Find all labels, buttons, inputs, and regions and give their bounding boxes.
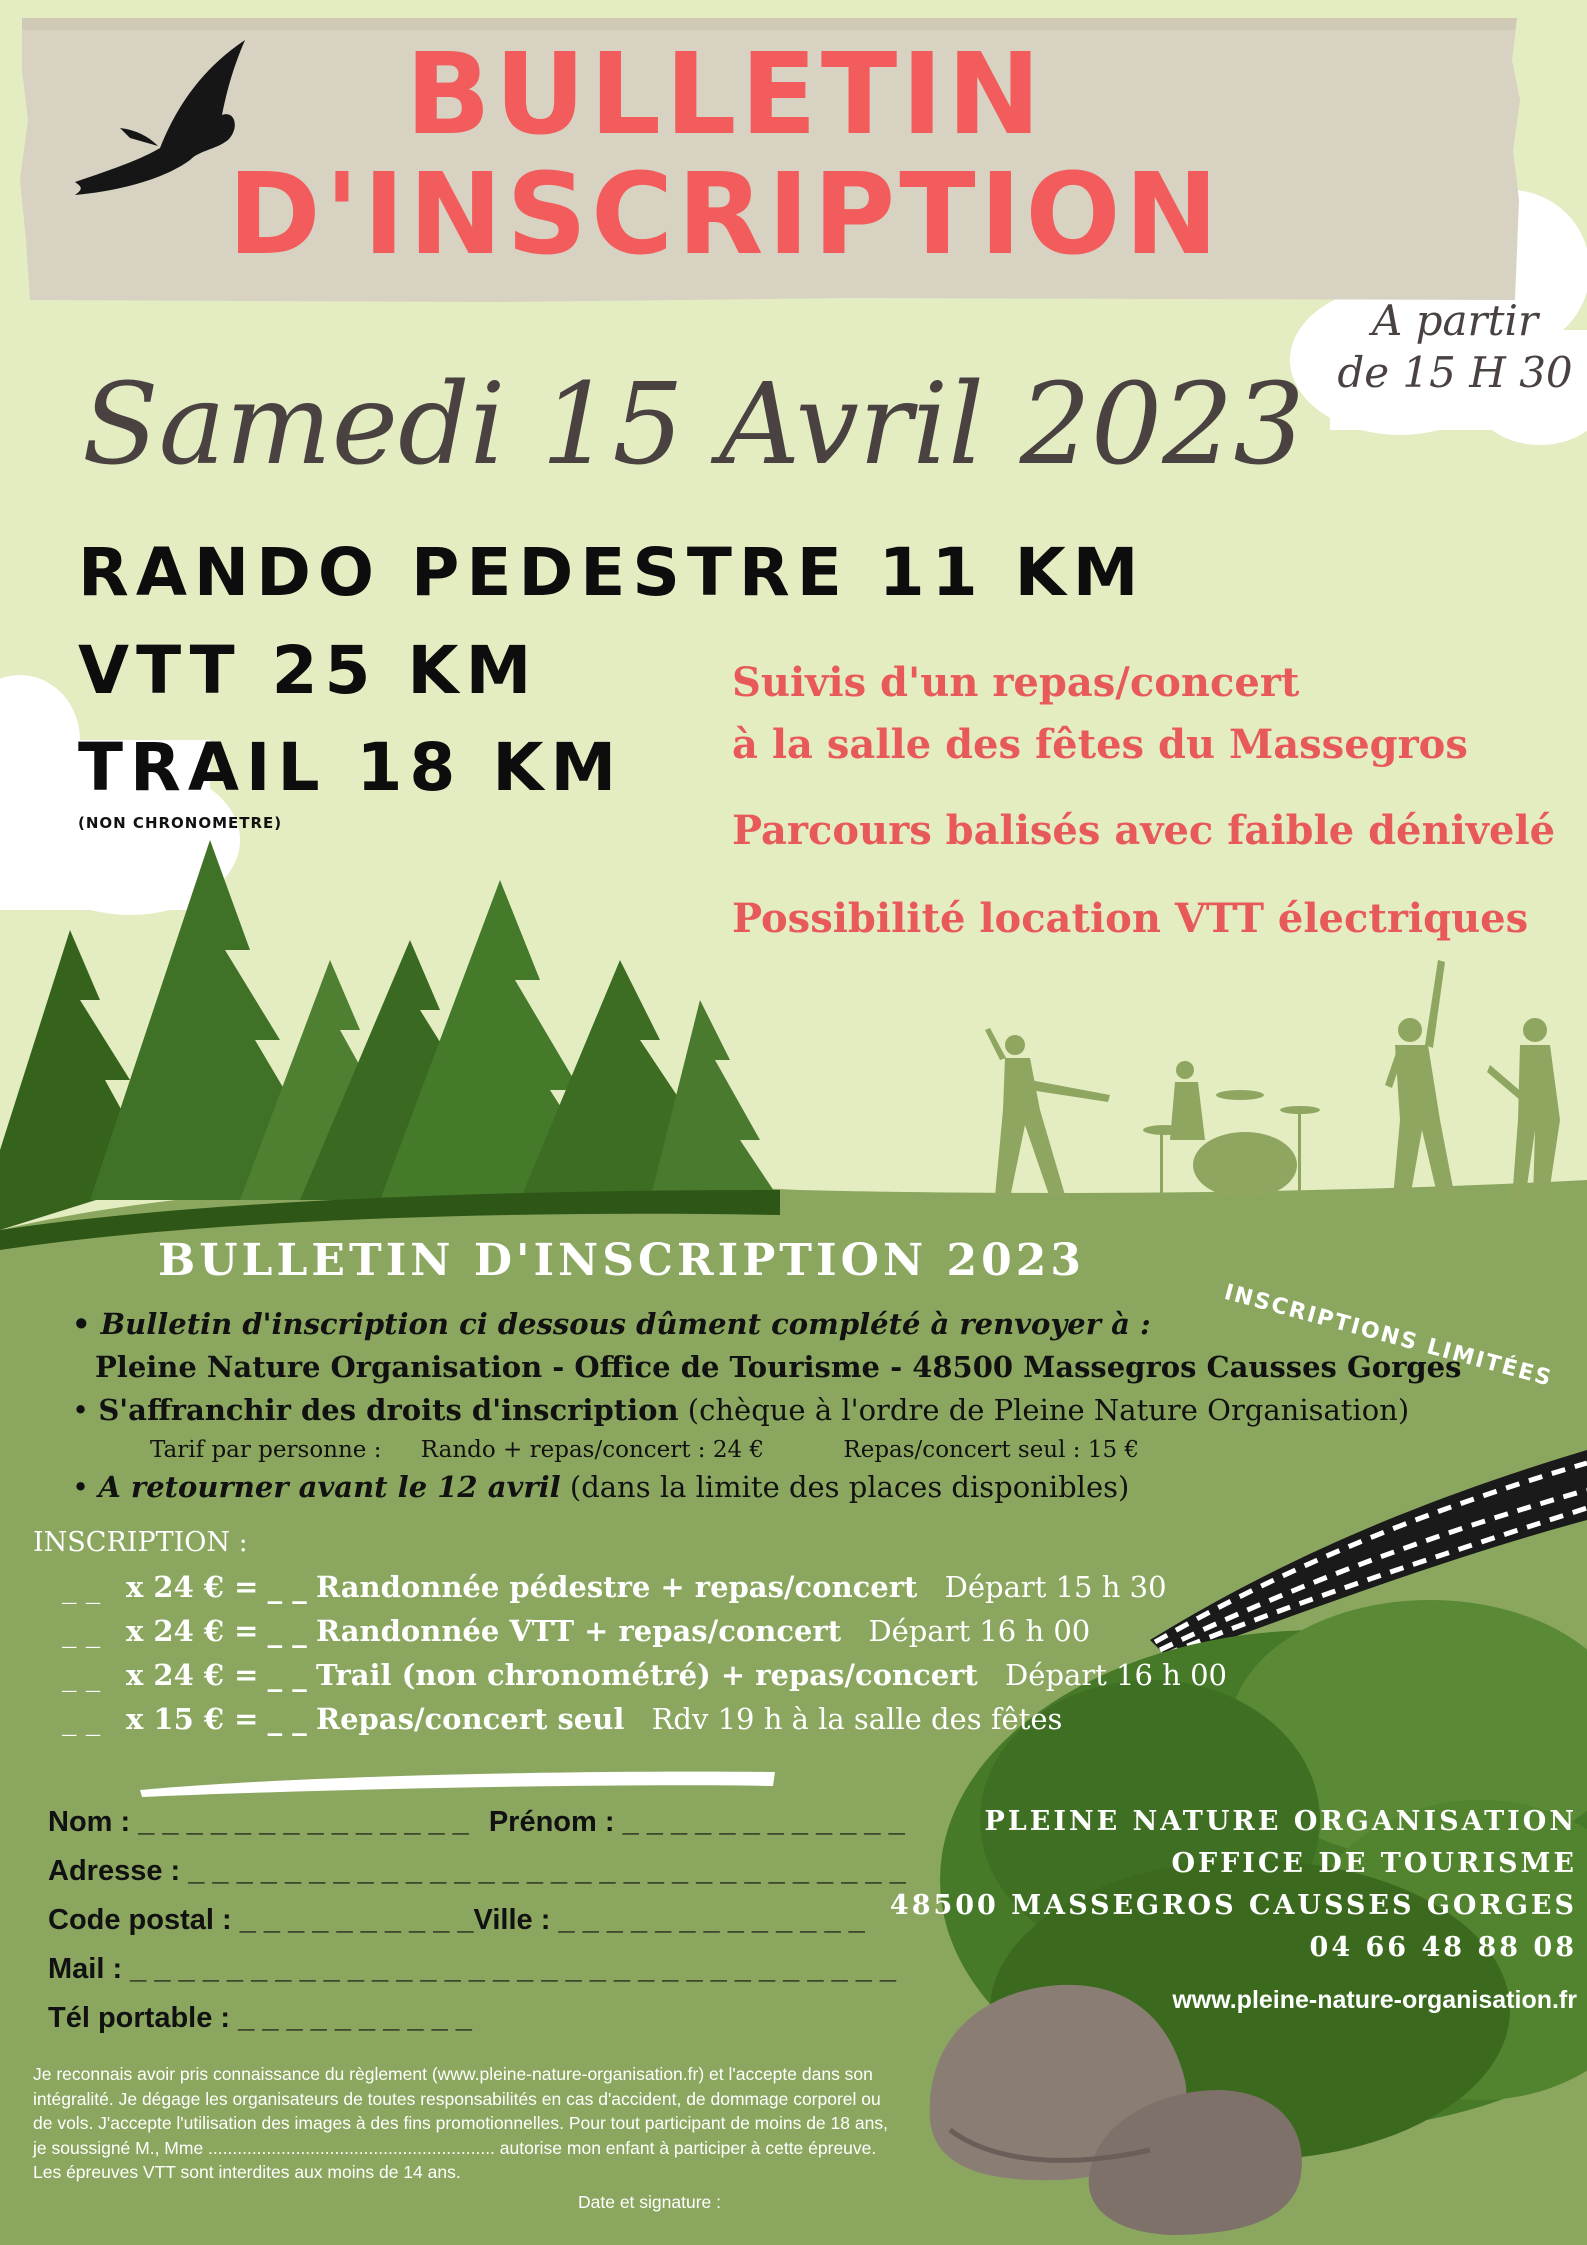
row-qty-blank[interactable]: _ _ xyxy=(62,1658,101,1692)
inscription-row[interactable] xyxy=(62,1658,1227,1692)
bullet-3-rest: (dans la limite des places disponibles) xyxy=(569,1470,1130,1504)
form-row-nom xyxy=(48,1806,905,1839)
bullet-3-bold: A retourner avant le 12 avril xyxy=(98,1470,561,1504)
organizer-office: OFFICE DE TOURISME xyxy=(1171,1848,1577,1879)
start-time-line1: A partir xyxy=(1371,296,1539,345)
band-silhouette-icon xyxy=(985,960,1560,1200)
row-total-blank[interactable]: _ _ xyxy=(267,1702,307,1736)
organizer-website[interactable]: www.pleine-nature-organisation.fr xyxy=(1172,1986,1577,2014)
activity-trail: TRAIL 18 KM xyxy=(78,729,624,806)
start-time-line2: de 15 H 30 xyxy=(1337,348,1573,397)
limited-badge: INSCRIPTIONS LIMITÉES xyxy=(1221,1280,1556,1392)
row-price: x 24 € = xyxy=(126,1658,259,1692)
nom-field[interactable]: Nom : _ _ _ _ _ _ _ _ _ _ _ _ _ _ xyxy=(48,1806,469,1838)
signature-label: Date et signature : xyxy=(578,2192,721,2212)
info-repas-line1: Suivis d'un repas/concert xyxy=(732,659,1300,706)
tariff-label: Tarif par personne : xyxy=(150,1437,382,1463)
tariff-repas: Repas/concert seul : 15 € xyxy=(843,1437,1140,1463)
row-price: x 15 € = xyxy=(126,1702,259,1736)
registration-heading: BULLETIN D'INSCRIPTION 2023 xyxy=(158,1235,1085,1286)
bullet-2: • S'affranchir des droits d'inscription (chèque à l'ordre de Pleine Nature Organisation) xyxy=(72,1393,1410,1427)
row-qty-blank[interactable]: _ _ xyxy=(62,1702,101,1736)
form-row-code-postal xyxy=(48,1904,865,1937)
tel-field[interactable]: Tél portable : _ _ _ _ _ _ _ _ _ _ xyxy=(48,2002,472,2034)
row-qty-blank[interactable]: _ _ xyxy=(62,1614,101,1648)
activity-vtt: VTT 25 KM xyxy=(78,632,539,709)
row-label: Trail (non chronométré) + repas/concert xyxy=(315,1658,978,1692)
tariff-rando: Rando + repas/concert : 24 € xyxy=(420,1437,765,1463)
inscription-row[interactable] xyxy=(62,1570,1167,1604)
row-total-blank[interactable]: _ _ xyxy=(267,1570,307,1604)
activity-rando: RANDO PEDESTRE 11 KM xyxy=(78,534,1146,611)
info-repas xyxy=(732,652,1468,776)
organizer-phone: 04 66 48 88 08 xyxy=(1309,1932,1577,1963)
prenom-field[interactable]: Prénom : _ _ _ _ _ _ _ _ _ _ _ _ xyxy=(488,1806,905,1838)
title-line-1: BULLETIN xyxy=(405,30,1045,160)
disclaimer-text: Je reconnais avoir pris connaissance du règlement (www.pleine-nature-organisation.fr) et l'accepte dans son intégralité. Je dégage les organisateurs de toutes responsabilités en cas d'accident, de dommage corporel ou de vols. J'accepte l'utilisation des images à des fins promotionnelles. Pour tout participant de moins de 18 ans, je soussigné M., Mme ........................................................... autorise mon enfant à participer à cette épreuve. Les épreuves VTT sont interdites aux moins de 14 ans. xyxy=(33,2064,888,2182)
row-total-blank[interactable]: _ _ xyxy=(267,1658,307,1692)
bullet-2-rest: (chèque à l'ordre de Pleine Nature Organisation) xyxy=(687,1393,1410,1427)
row-qty-blank[interactable]: _ _ xyxy=(62,1570,101,1604)
inscription-row[interactable] xyxy=(62,1614,1090,1648)
event-date: Samedi 15 Avril 2023 xyxy=(82,360,1305,490)
row-label: Repas/concert seul xyxy=(315,1702,625,1736)
adresse-field[interactable]: Adresse : _ _ _ _ _ _ _ _ _ _ _ _ _ _ _ _ _ _ _ _ _ _ _ _ _ _ _ _ _ _ xyxy=(48,1855,906,1887)
tariff-line xyxy=(150,1437,1139,1463)
start-time xyxy=(1330,295,1580,399)
mail-field[interactable]: Mail : _ _ _ _ _ _ _ _ _ _ _ _ _ _ _ _ _ _ _ _ _ _ _ _ _ _ _ _ _ _ _ _ xyxy=(48,1953,897,1985)
bullet-1-text: Bulletin d'inscription ci dessous dûment complété à renvoyer à : xyxy=(100,1307,1151,1341)
bullet-1-address: Pleine Nature Organisation - Office de Tourisme - 48500 Massegros Causses Gorges xyxy=(95,1350,1462,1384)
row-price: x 24 € = xyxy=(126,1570,259,1604)
row-detail: Départ 15 h 30 xyxy=(944,1570,1167,1604)
bullet-3: • A retourner avant le 12 avril (dans la limite des places disponibles) xyxy=(72,1470,1130,1504)
ville-field[interactable]: Ville : _ _ _ _ _ _ _ _ _ _ _ _ _ xyxy=(473,1904,865,1936)
trail-note: (NON CHRONOMETRE) xyxy=(78,814,283,832)
row-total-blank[interactable]: _ _ xyxy=(267,1614,307,1648)
info-location: Possibilité location VTT électriques xyxy=(732,895,1529,942)
row-price: x 24 € = xyxy=(126,1614,259,1648)
row-label: Randonnée VTT + repas/concert xyxy=(315,1614,842,1648)
bullet-1: • Bulletin d'inscription ci dessous dûment complété à renvoyer à : xyxy=(72,1307,1151,1341)
inscription-row[interactable] xyxy=(62,1702,1062,1736)
info-parcours: Parcours balisés avec faible dénivelé xyxy=(732,807,1556,854)
row-detail: Départ 16 h 00 xyxy=(868,1614,1091,1648)
row-detail: Départ 16 h 00 xyxy=(1005,1658,1227,1692)
info-repas-line2: à la salle des fêtes du Massegros xyxy=(732,721,1468,768)
code-postal-field[interactable]: Code postal : _ _ _ _ _ _ _ _ _ _ xyxy=(48,1904,474,1936)
bullet-2-bold: S'affranchir des droits d'inscription xyxy=(98,1393,679,1427)
title-line-2: D'INSCRIPTION xyxy=(227,150,1223,280)
row-detail: Rdv 19 h à la salle des fêtes xyxy=(651,1702,1063,1736)
organizer-address: 48500 MASSEGROS CAUSSES GORGES xyxy=(889,1890,1577,1921)
inscription-label: INSCRIPTION : xyxy=(33,1527,248,1558)
organizer-name: PLEINE NATURE ORGANISATION xyxy=(984,1806,1577,1837)
row-label: Randonnée pédestre + repas/concert xyxy=(315,1570,918,1604)
